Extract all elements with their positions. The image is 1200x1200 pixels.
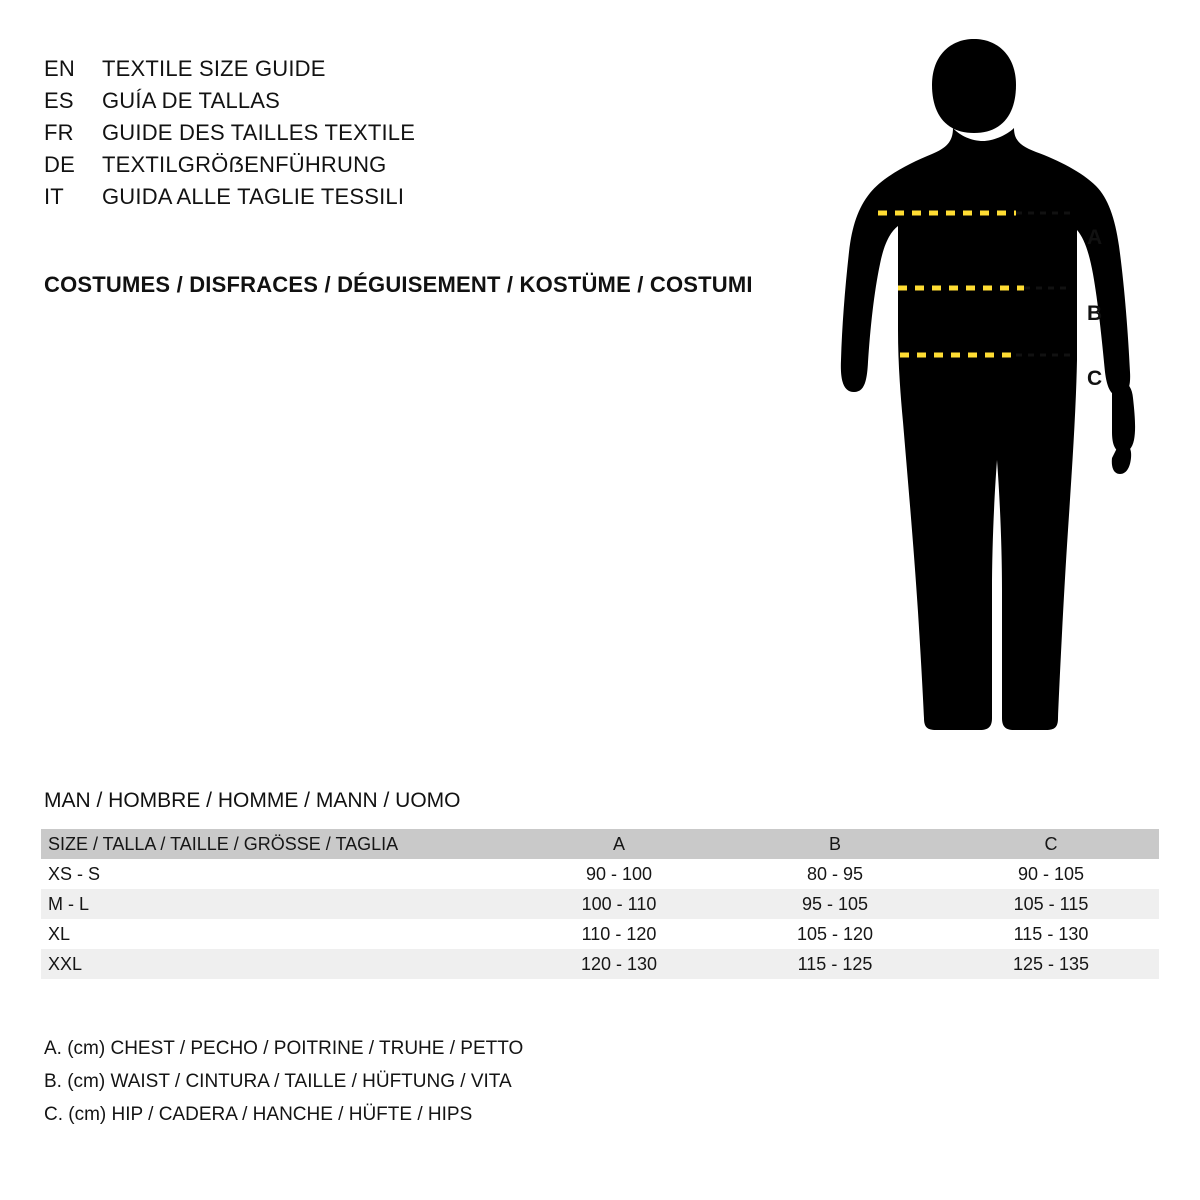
cell-c: 115 - 130 [1013,923,1089,944]
header-b: B [828,833,841,854]
cell-size: XXL [48,953,83,974]
language-text-en: TEXTILE SIZE GUIDE [102,56,326,81]
header-c: C [1044,833,1058,854]
cell-a: 90 - 100 [585,863,653,884]
cell-size: M - L [48,893,90,914]
table-header-row [41,829,1159,859]
cell-a: 120 - 130 [580,953,658,974]
cell-b: 95 - 105 [801,893,869,914]
legend-row-c: C. (cm) HIP / CADERA / HANCHE / HÜFTE / HIPS [44,1104,473,1125]
cell-a: 110 - 120 [581,923,657,944]
language-row-de [44,152,804,184]
category-line: COSTUMES / DISFRACES / DÉGUISEMENT / KOSTÜME / COSTUMI [44,272,753,297]
language-text-es: GUÍA DE TALLAS [102,88,281,113]
language-code-en: EN [44,56,75,81]
cell-a: 100 - 110 [581,893,657,914]
table-row [41,919,1159,949]
cell-b: 105 - 120 [796,923,874,944]
measure-label-a: A [1087,226,1103,249]
header-size: SIZE / TALLA / TAILLE / GRÖSSE / TAGLIA [48,833,399,854]
cell-c: 90 - 105 [1017,863,1085,884]
language-code-de: DE [44,152,75,177]
cell-size: XL [48,923,71,944]
measure-label-c: C [1087,367,1103,390]
language-row-fr [44,120,804,152]
language-code-fr: FR [44,120,74,145]
language-code-es: ES [44,88,74,113]
cell-b: 80 - 95 [806,863,864,884]
language-text-it: GUIDA ALLE TAGLIE TESSILI [102,184,405,209]
table-row [41,889,1159,919]
measurement-legend [44,1038,523,1137]
header-a: A [612,833,625,854]
size-table [41,829,1159,979]
silhouette-icon [820,30,1160,740]
table-row [41,859,1159,889]
language-code-it: IT [44,184,64,209]
language-row-en [44,56,804,88]
size-table-head [41,829,1159,859]
legend-row-b: B. (cm) WAIST / CINTURA / TAILLE / HÜFTUNG / VITA [44,1071,512,1092]
language-list [44,56,804,216]
legend-row-a: A. (cm) CHEST / PECHO / POITRINE / TRUHE / PETTO [44,1038,524,1059]
language-text-fr: GUIDE DES TAILLES TEXTILE [102,120,416,145]
cell-size: XS - S [48,863,101,884]
cell-b: 115 - 125 [797,953,873,974]
cell-c: 105 - 115 [1013,893,1089,914]
language-text-de: TEXTILGRÖẞENFÜHRUNG [102,152,387,177]
language-row-es [44,88,804,120]
measure-label-b: B [1087,302,1103,325]
cell-c: 125 - 135 [1012,953,1090,974]
table-title: MAN / HOMBRE / HOMME / MANN / UOMO [44,789,461,812]
size-table-body [41,859,1159,979]
table-row [41,949,1159,979]
language-row-it [44,184,804,216]
body-figure [820,30,1160,740]
